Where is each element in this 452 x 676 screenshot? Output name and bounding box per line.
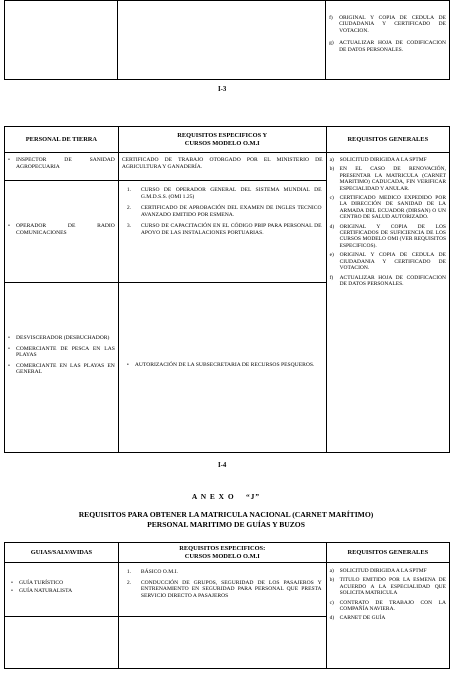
general-item: f) ORIGINAL Y COPIA DE CEDULA DE CIUDADANIA Y CERTIFICADO DE VOTACION. (329, 15, 446, 34)
general-item: c) CERTIFICADO MEDICO EXPEDIDO POR LA DIRECCIÓN DE SANIDAD DE LA ARMADA DEL ECUADOR (DIRSAN) O UN CENTRO DE SALUD AUTORIZADO. (329, 195, 446, 221)
general-requirements-cell (326, 563, 449, 669)
general-item: a) SOLICITUD DIRIGIDA A LA SPTMF (329, 157, 427, 163)
annex-title: REQUISITOS PARA OBTENER LA MATRICULA NACIONAL (CARNET MARÍTIMO) (78, 510, 374, 519)
general-item: d) ORIGINAL Y COPIA DE LOS CERTIFICADOS DE SUFICIENCIA DE LOS CURSOS MODELO OMI (VER REQUISITOS ESPECIFICOS). (329, 223, 446, 249)
bullet-icon: • (11, 588, 13, 594)
bullet-icon: • (8, 345, 10, 352)
top-col2 (118, 1, 326, 80)
general-item: b) EN EL CASO DE RENOVACIÓN, PRESENTAR LA MATRICULA (CARNET MARITIMO) CADUCADA, FIN VERIFICAR ESPECIALIDAD Y ANULAR. (329, 166, 446, 192)
guides-table (4, 542, 450, 669)
land-personnel-table (4, 126, 450, 453)
specific-cell: CERTIFICADO DE TRABAJO OTORGADO POR EL MINISTERIO DE AGRICULTURA Y GANADERÍA. (118, 153, 326, 181)
page-label: I-3 (218, 86, 227, 93)
col-header-general: REQUISITOS GENERALES (326, 543, 449, 563)
annex-heading: A N E X O “J” (191, 492, 261, 501)
personal-cell: • OPERADOR DE RADIO COMUNICACIONES (5, 181, 119, 283)
col-header-personal: PERSONAL DE TIERRA (5, 127, 119, 153)
general-item: f) ACTUALIZAR HOJA DE CODIFICACION DE DATOS PERSONALES. (329, 274, 446, 287)
top-table (4, 0, 450, 80)
specific-cell: • AUTORIZACIÓN DE LA SUBSECRETARIA DE RECURSOS PESQUEROS. (118, 283, 326, 453)
bullet-icon: • (8, 335, 10, 341)
general-item: d) CARNET DE GUÍA (329, 615, 386, 622)
col-header-general: REQUISITOS GENERALES (326, 127, 449, 153)
personal-cell: • INSPECTOR DE SANIDAD AGROPECUARIA (5, 153, 119, 181)
col-header-specific: REQUISITOS ESPECIFICOS: CURSOS MODELO O.M.I (118, 543, 326, 563)
personal-cell: • DESVISCERADOR (DESBUCHADOR) • COMERCIANTE DE PESCA EN LAS PLAYAS • COMERCIANTE EN LAS PLAYAS EN GENERAL (5, 283, 119, 453)
bullet-icon: • (8, 157, 10, 163)
col-header-specific: REQUISITOS ESPECIFICOS Y CURSOS MODELO O.M.I (118, 127, 326, 153)
specific-cell: 1. CURSO DE OPERADOR GENERAL DEL SISTEMA MUNDIAL DE G.M.D.S.S. (OMI 1.25) 2. CERTIFICADO DE APROBACIÓN DEL EXAMEN DE INGLES TECNICO AVANZADO EMITIDO POR ESMENA. 3. CURSO DE CAPACITACIÓN EN EL CÓDIGO PBIP PARA PERSONAL DE APOYO DE LAS INSTALACIONES PORTUARIAS. (118, 181, 326, 283)
bullet-icon: • (8, 222, 10, 229)
page-label: I-4 (218, 462, 227, 469)
personal-cell: • GUÍA TURÍSTICO • GUÍA NATURALISTA (5, 563, 119, 617)
col-header-personal: GUIAS/SALVAVIDAS (5, 543, 119, 563)
specific-cell: 1. BÁSICO O.M.I. 2. CONDUCCIÓN DE GRUPOS, SEGURIDAD DE LOS PASAJEROS Y ENTRENAMIENTO EN SEGURIDAD PARA PERSONAL QUE PRESTA SERVICIO DIRECTO A PASAJEROS (118, 563, 326, 617)
general-item: a) SOLICITUD DIRIGIDA A LA SPTMF (329, 568, 427, 574)
bullet-icon: • (8, 362, 10, 369)
general-item: b) TITULO EMITIDO POR LA ESMENA DE ACUERDO A LA ESPECIALIDAD QUE SOLICITA MATRICULA (329, 577, 446, 597)
general-item: e) ORIGINAL Y COPIA DE CEDULA DE CIUDADANIA Y CERTIFICADO DE VOTACION. (329, 252, 446, 272)
bullet-icon: • (11, 580, 13, 587)
empty-cell (118, 617, 326, 669)
general-item: g) ACTUALIZAR HOJA DE CODIFICACION DE DATOS PERSONALES. (329, 40, 446, 53)
top-general (326, 1, 450, 80)
bullet-icon: • (126, 362, 129, 369)
empty-cell (5, 617, 119, 669)
general-item: c) CONTRATO DE TRABAJO CON LA COMPAÑÍA NAVIERA. (329, 599, 446, 613)
annex-subtitle: PERSONAL MARITIMO DE GUÍAS Y BUZOS (147, 520, 305, 529)
top-col1 (5, 1, 118, 80)
general-requirements-cell (326, 153, 449, 453)
